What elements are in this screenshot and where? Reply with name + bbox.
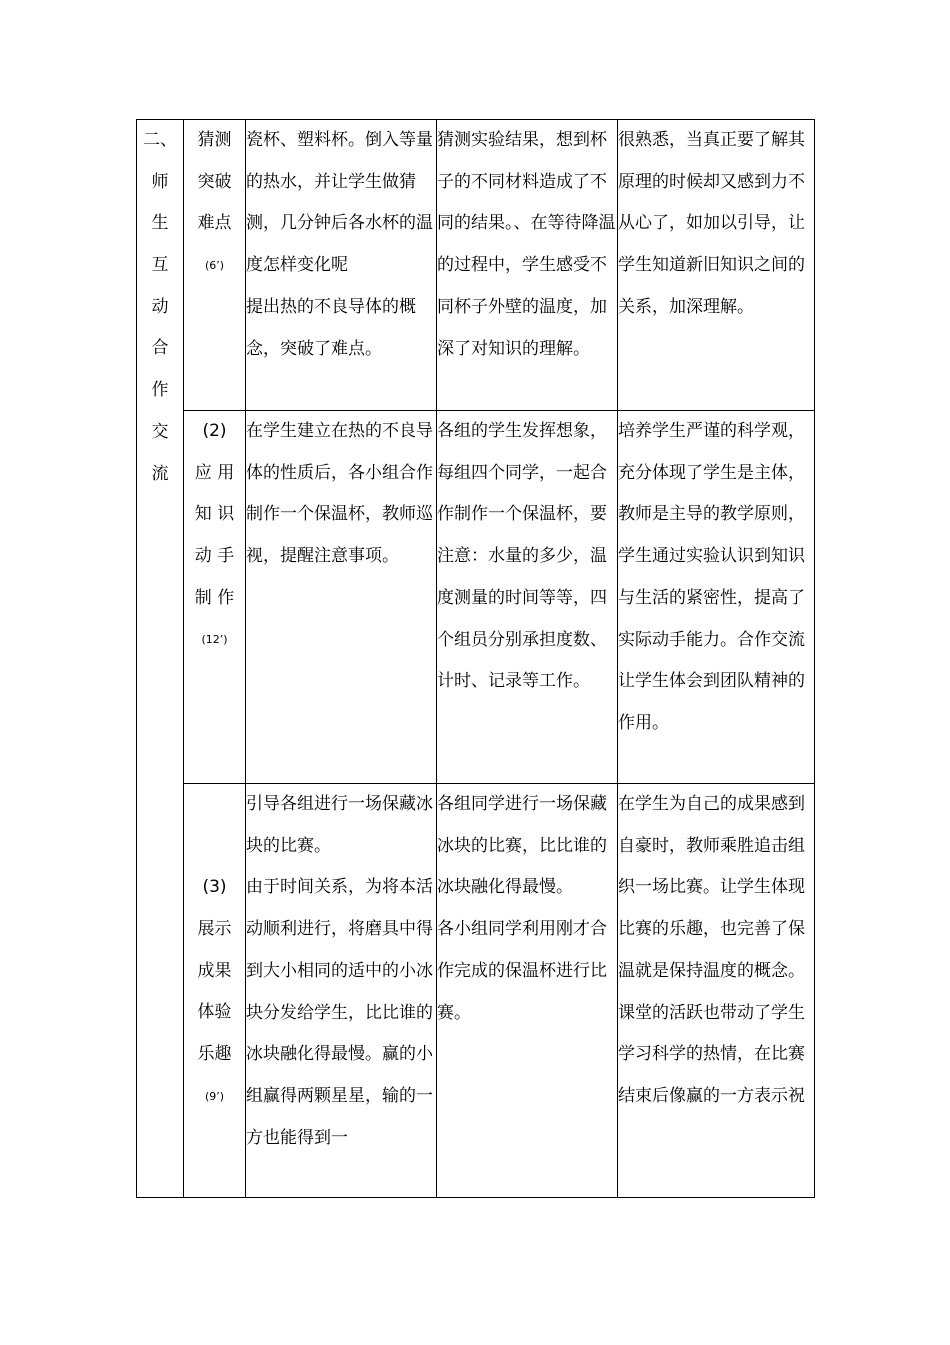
lesson-table bbox=[136, 119, 815, 1198]
student-activity-cell bbox=[437, 411, 618, 784]
teacher-activity-cell bbox=[246, 784, 437, 1198]
design-intent-cell bbox=[618, 784, 815, 1198]
student-activity-text: 各组同学进行一场保藏冰块的比赛，比比谁的冰块融化得最慢。 bbox=[437, 794, 607, 898]
section-char: 二、 bbox=[143, 130, 177, 150]
stage-line: 动 手 bbox=[194, 546, 235, 567]
student-activity-cell bbox=[437, 784, 618, 1198]
stage-time: (9’) bbox=[204, 1089, 225, 1103]
student-activity-text: 猜测实验结果，想到杯子的不同材料造成了不同的结果。、在等待降温的过程中，学生感受不同杯子外壁的温度，加深了对知识的理解。 bbox=[437, 130, 616, 359]
student-activity-text: 各组的学生发挥想象，每组四个同学，一起合作制作一个保温杯，要注意：水量的多少，温度测量的时间等等，四个组员分别承担度数、计时、记录等工作。 bbox=[437, 421, 607, 692]
stage-time: (6’) bbox=[204, 259, 225, 273]
design-intent-text: 在学生为自己的成果感到自豪时，教师乘胜追击组织一场比赛。让学生体现比赛的乐趣，也完善了保温就是保持温度的概念。课堂的活跃也带动了学生学习科学的热情，在比赛结束后像赢的一方表示祝 bbox=[618, 794, 805, 1106]
teacher-activity-text: 在学生建立在热的不良导体的性质后，各小组合作制作一个保温杯，教师巡视，提醒注意事项。 bbox=[246, 421, 433, 567]
stage-cell bbox=[184, 784, 246, 1198]
teacher-activity-cell bbox=[246, 120, 437, 411]
section-char: 交 bbox=[151, 421, 169, 442]
stage-line: 体验 bbox=[197, 1002, 232, 1023]
table-row bbox=[137, 120, 815, 411]
design-intent-cell bbox=[618, 411, 815, 784]
student-activity-cell bbox=[437, 120, 618, 411]
section-label bbox=[137, 120, 184, 1198]
stage-line: 乐趣 bbox=[197, 1044, 232, 1065]
section-char: 合 bbox=[151, 338, 169, 359]
table-row bbox=[137, 411, 815, 784]
stage-line: (2) bbox=[202, 421, 227, 441]
stage-cell bbox=[184, 120, 246, 411]
stage-line bbox=[184, 784, 245, 826]
stage-line: 制 作 bbox=[194, 587, 235, 608]
stage-line: 难点 bbox=[197, 213, 232, 234]
teacher-activity-text: 引导各组进行一场保藏冰块的比赛。 bbox=[246, 794, 433, 856]
stage-line: (3) bbox=[202, 877, 227, 898]
stage-line bbox=[184, 826, 245, 868]
student-activity-text: 各小组同学利用刚才合作完成的保温杯进行比赛。 bbox=[437, 919, 607, 1023]
section-char: 师 bbox=[151, 171, 169, 192]
teacher-activity-text: 瓷杯、塑料杯。倒入等量的热水，并让学生做猜测，几分钟后各水杯的温度怎样变化呢 bbox=[246, 130, 433, 276]
section-char: 生 bbox=[151, 213, 169, 234]
table-row bbox=[137, 784, 815, 1198]
section-char: 互 bbox=[151, 255, 169, 276]
design-intent-cell bbox=[618, 120, 815, 411]
design-intent-text: 培养学生严谨的科学观，充分体现了学生是主体，教师是主导的教学原则，学生通过实验认识到知识与生活的紧密性，提高了实际动手能力。合作交流让学生体会到团队精神的作用。 bbox=[618, 421, 805, 733]
section-char: 作 bbox=[151, 380, 169, 401]
stage-line: 展示 bbox=[197, 919, 232, 940]
stage-line: 应 用 bbox=[194, 462, 235, 483]
teacher-activity-text: 由于时间关系，为将本活动顺利进行，将磨具中得到大小相同的适中的小冰块分发给学生，比比谁的冰块融化得最慢。赢的小组赢得两颗星星，输的一方也能得到一 bbox=[246, 877, 433, 1148]
stage-line: 知 识 bbox=[194, 504, 235, 525]
stage-line: 成果 bbox=[197, 960, 232, 981]
section-char: 流 bbox=[151, 463, 169, 484]
section-char: 动 bbox=[151, 296, 169, 317]
stage-line: 突破 bbox=[197, 171, 232, 192]
teacher-activity-text: 提出热的不良导体的概念，突破了难点。 bbox=[246, 296, 416, 359]
stage-time: (12’) bbox=[201, 633, 228, 647]
stage-line: 猜测 bbox=[197, 130, 232, 150]
design-intent-text: 很熟悉，当真正要了解其原理的时候却又感到力不从心了，如加以引导，让学生知道新旧知识之间的关系，加深理解。 bbox=[618, 130, 805, 317]
teacher-activity-cell bbox=[246, 411, 437, 784]
stage-cell bbox=[184, 411, 246, 784]
